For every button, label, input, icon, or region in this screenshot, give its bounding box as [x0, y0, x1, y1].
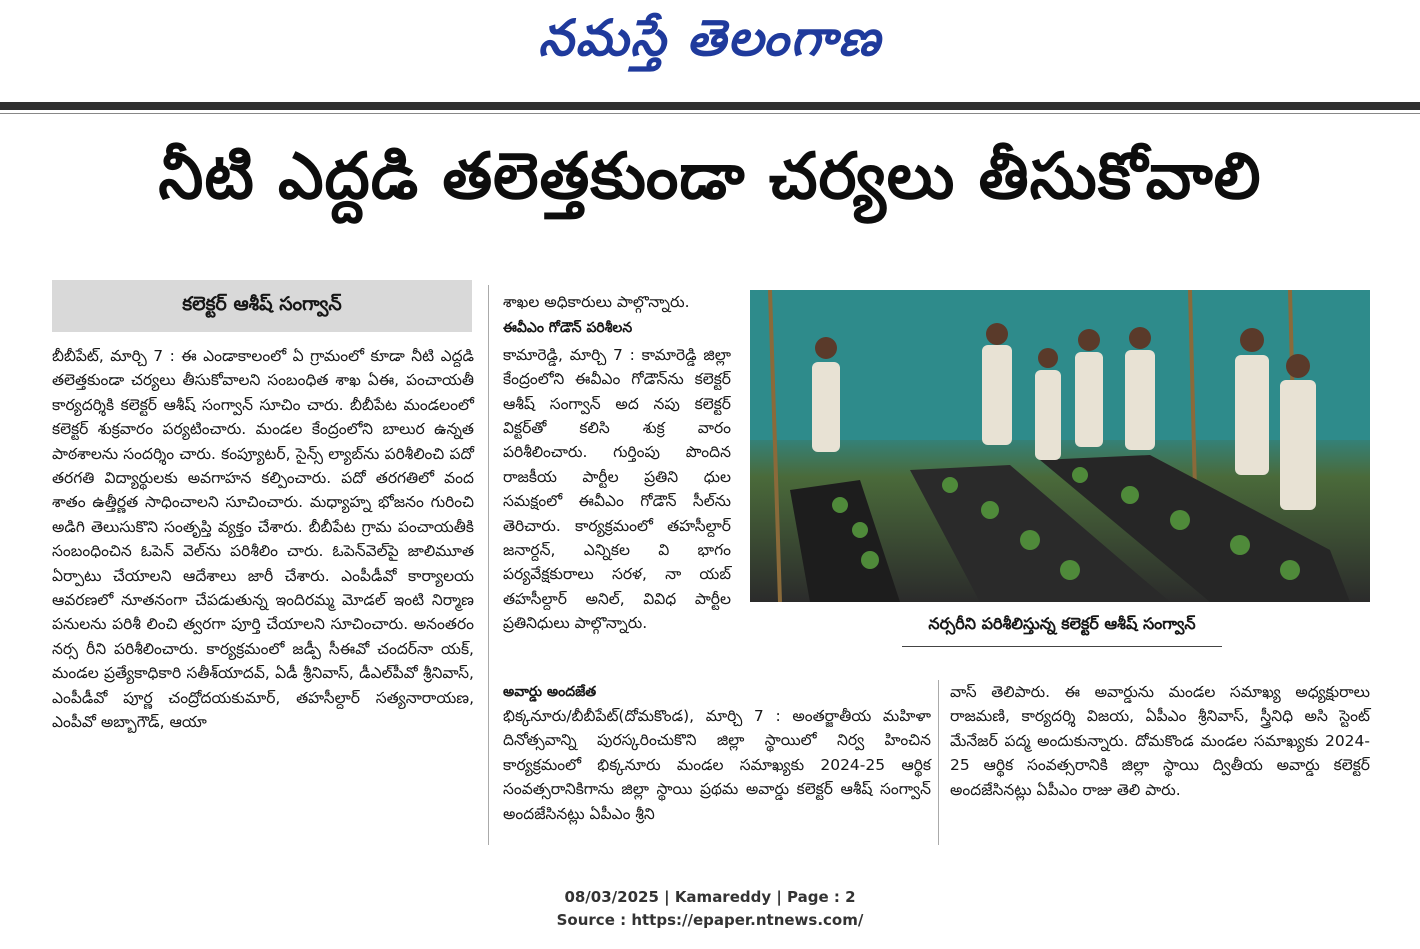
article-byline — [52, 280, 472, 332]
nursery-photo — [750, 290, 1370, 602]
article-column-2 — [503, 290, 731, 636]
article-column-1 — [52, 344, 474, 735]
award-story-text: భిక్కనూరు/బీబీపేట్(దోమకొండ), మార్చి 7 : అంతర్జాతీయ మహిళా దినోత్సవాన్ని పురస్కరించుకొని జిల్లా స్థాయిలో నిర్వ హించిన కార్యక్రమంలో భిక్కనూరు మండల సమాఖ్యకు 2024-25 ఆర్థిక సంవత్సరానికిగాను జిల్లా స్థాయి ప్రథమ అవార్డు కలెక్టర్ ఆశీష్ సంగ్వాన్ అందజేసినట్లు ఏపీఎం శ్రీని — [503, 707, 931, 823]
column-divider — [488, 285, 489, 845]
photo-caption: నర్సరీని పరిశీలిస్తున్న కలెక్టర్ ఆశీష్ సంగ్వాన్ — [928, 614, 1196, 633]
footer-edition-info: 08/03/2025 | Kamareddy | Page : 2 — [564, 888, 856, 906]
page-footer — [0, 886, 1420, 932]
byline-text: కలెక్టర్ ఆశీష్ సంగ్వాన్ — [182, 292, 342, 315]
footer-source: Source : https://epaper.ntnews.com/ — [556, 911, 864, 929]
caption-rule — [902, 646, 1222, 647]
photo-illustration — [750, 290, 1370, 602]
column-divider-2 — [938, 680, 939, 845]
article-column-3 — [950, 680, 1370, 802]
article-headline: నీటి ఎద్దడి తలెత్తకుండా చర్యలు తీసుకోవాలి — [158, 140, 1262, 214]
column-2-text: కామారెడ్డి, మార్చి 7 : కామారెడ్డి జిల్లా కేంద్రంలోని ఈవీఎం గోడౌన్‌ను కలెక్టర్ ఆశీష్ సంగ్వాన్ అద నపు కలెక్టర్ విక్టర్‌తో కలిసి శుక్ర వారం పరిశీలించారు. గుర్తింపు పొందిన రాజకీయ పార్టీల ప్రతిని ధుల సమక్షంలో ఈవీఎం గోడౌన్ సీల్‌ను తెరిచారు. కార్యక్రమంలో తహసీల్దార్ జనార్దన్, ఎన్నికల వి భాగం పర్యవేక్షకురాలు సరళ, నా యబ్ తహసీల్దార్ అనిల్, వివిధ పార్టీల ప్రతినిధులు పాల్గొన్నారు. — [503, 345, 731, 633]
masthead — [0, 0, 1420, 100]
subheading-award: అవార్డు అందజేత — [503, 684, 597, 700]
column-2-lead: శాఖల అధికారులు పాల్గొన్నారు. — [503, 293, 690, 311]
masthead-rule — [0, 102, 1420, 110]
newspaper-logo: నమస్తే తెలంగాణ — [538, 8, 882, 67]
subheading-evm: ఈవీఎం గోడౌన్ పరిశీలన — [503, 320, 633, 337]
column-1-text: బీబీపేట్, మార్చి 7 : ఈ ఎండాకాలంలో ఏ గ్రామంలో కూడా నీటి ఎద్దడి తలెత్తకుండా చర్యలు తీసుకోవాలని సంబంధిత శాఖ ఏఈ, పంచాయతీ కార్యదర్శికి కలెక్టర్ ఆశీష్ సంగ్వాన్ సూచిం చారు. బీబీపేట మండలంలో కలెక్టర్ శుక్రవారం పర్యటించారు. మండల కేంద్రంలోని బాలుర ఉన్నత పాఠశాలను సందర్శిం చారు. కంప్యూటర్, సైన్స్ ల్యాబ్‌ను పరిశీలించి పదో తరగతి విద్యార్థులకు అవగాహన కల్పించారు. పదో తరగతిలో వంద శాతం ఉత్తీర్ణత సాధించాలని సూచించారు. మధ్యాహ్న భోజనం గురించి అడిగి తెలుసుకొని సంతృప్తి వ్యక్తం చేశారు. బీబీపేట గ్రామ పంచాయతీకి సంబంధించిన ఓపెన్ వెల్‌ను పరిశీలిం చారు. ఓపెన్‌వెల్‌పై జాలిమూత ఏర్పాటు చేయాలని ఆదేశాలు జారీ చేశారు. ఎంపీడీవో కార్యాలయ ఆవరణలో నూతనంగా చేపడుతున్న ఇందిరమ్మ మోడల్ ఇంటి నిర్మాణ పనులను పరిశీ లించి త్వరగా పూర్తి చేయాలని సూచించారు. అనంతరం నర్స రీని పరిశీలించారు. కార్యక్రమంలో జడ్పీ సీఈవో చందర్‌నా యక్, మండల ప్రత్యేకాధికారి సతీశ్‌యాదవ్, ఏడీ శ్రీనివాస్, డీఎల్‌పీవో శ్రీనివాస్, ఎంపీడీవో పూర్ణ చంద్రోదయకుమార్, తహసీల్దార్ సత్యనారాయణ, ఎంపీవో అబ్బాగౌడ్, ఆయా — [52, 347, 474, 732]
masthead-rule-thin — [0, 113, 1420, 114]
award-story — [503, 684, 931, 826]
column-3-text: వాస్ తెలిపారు. ఈ అవార్డును మండల సమాఖ్య అధ్యక్షురాలు రాజమణి, కార్యదర్శి విజయ, ఏపీఎం శ్రీనివాస్, స్త్రీనిధి అసి స్టెంట్ మేనేజర్ పద్మ అందుకున్నారు. దోమకొండ మండల సమాఖ్యకు 2024-25 ఆర్థిక సంవత్సరానికి జిల్లా స్థాయి ద్వితీయ అవార్డు కలెక్టర్ అందజేసినట్లు ఏపీఎం రాజు తెలి పారు. — [950, 683, 1370, 799]
